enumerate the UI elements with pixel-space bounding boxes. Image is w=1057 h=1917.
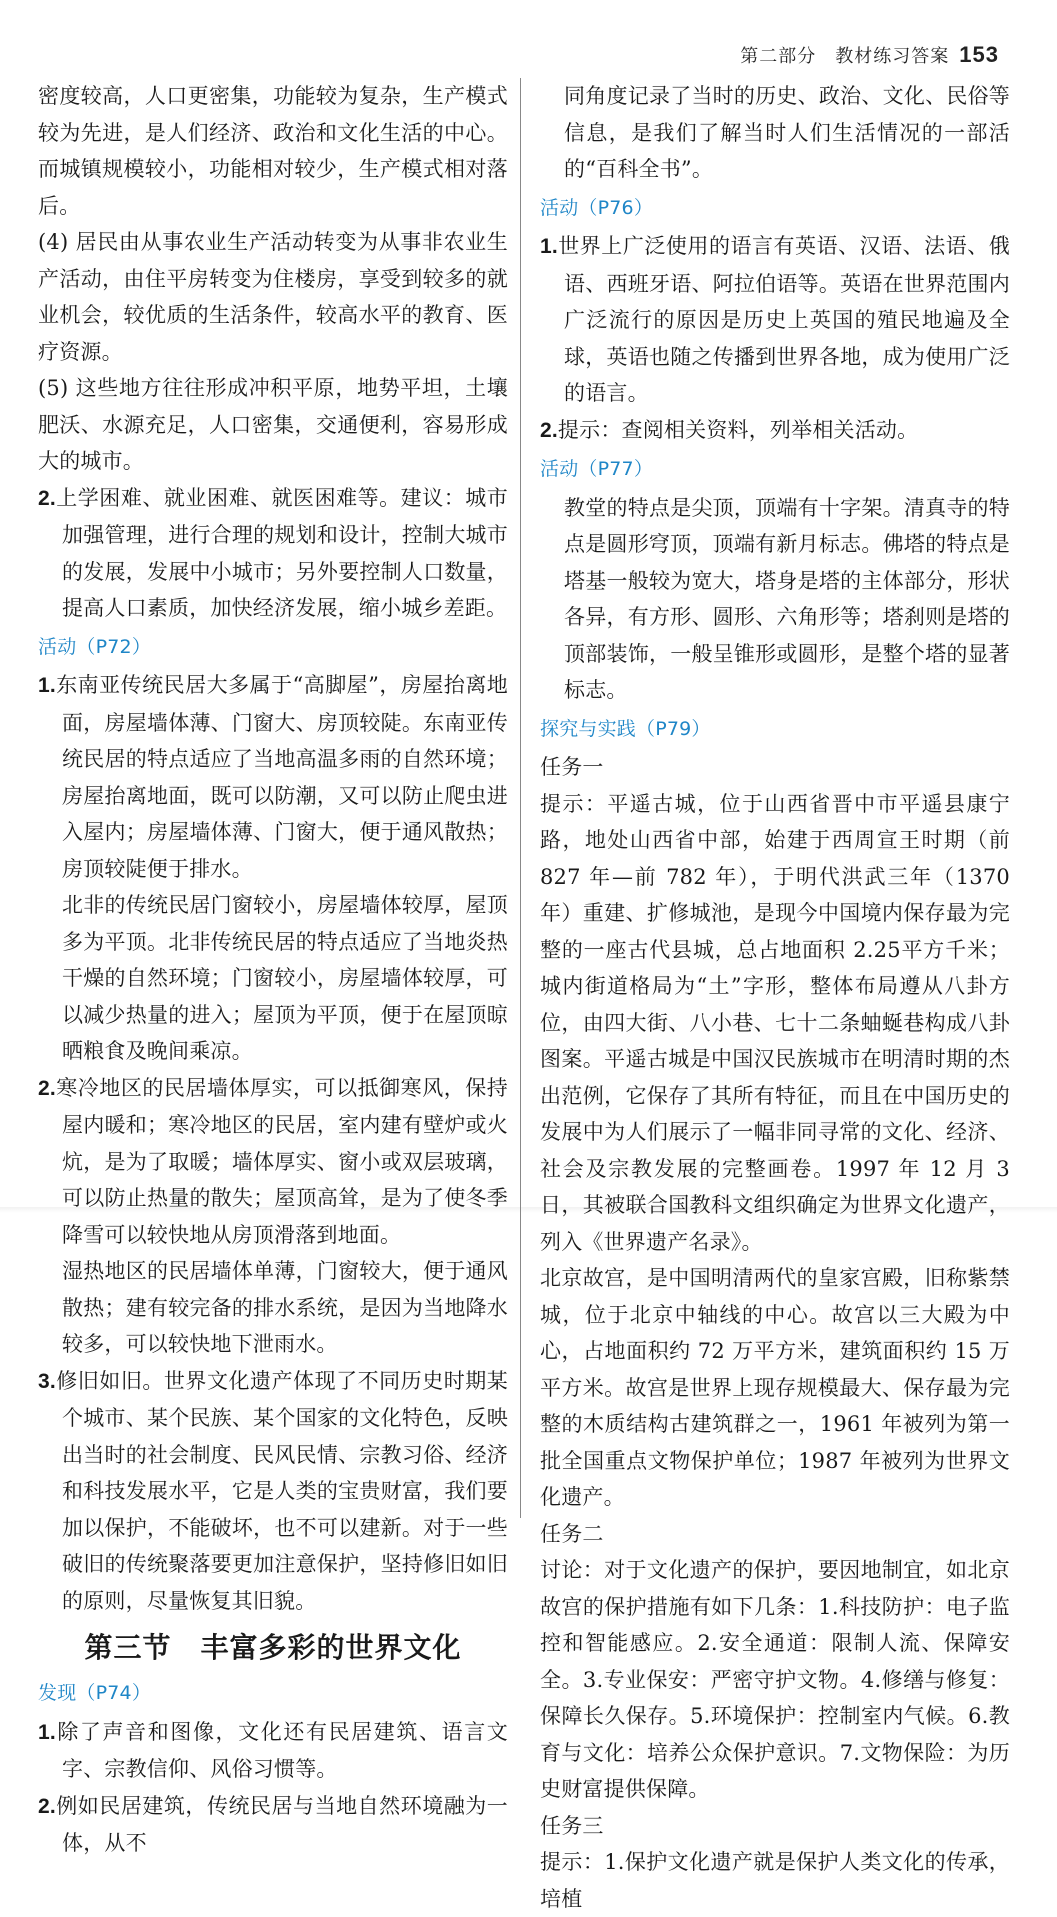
numbered-item — [38, 1788, 508, 1862]
header-text — [740, 42, 999, 68]
paragraph: 提示：平遥古城，位于山西省晋中市平遥县康宁路，地处山西省中部，始建于西周宣王时期（前 827 年—前 782 年），于明代洪武三年（1370 年）重建、扩修城池，是现今中国境内保存最为完整的一座古代县城，总占地面积 2.25平方千米；城内街道格局为“土”字形，整体布局遵从八卦方位，由四大街、八小巷、七十二条蚰蜒巷构成八卦图案。平遥古城是中国汉民族城市在明清时期的杰出范例，它保存了其所有特征，而且在中国历史的发展中为人们展示了一幅非同寻常的文化、经济、社会及宗教发展的完整画卷。1997 年 12 月 3 日，其被联合国教科文组织确定为世界文化遗产，列入《世界遗产名录》。 — [540, 791, 1010, 1254]
item-text: 寒冷地区的民居墙体厚实，可以抵御寒风，保持屋内暖和；寒冷地区的民居，室内建有壁炉或火炕，是为了取暖；墙体厚实、窗小或双层玻璃，可以防止热量的散失；屋顶高耸，是为了使冬季降雪可以较快地从房顶滑落到地面。 — [55, 1075, 508, 1247]
paragraph: 教堂的特点是尖顶，顶端有十字架。清真寺的特点是圆形穹顶，顶端有新月标志。佛塔的特点是塔基一般较为宽大，塔身是塔的主体部分，形状各异，有方形、圆形、六角形等；塔刹则是塔的顶部装饰，一般呈锥形或圆形，是整个塔的显著标志。 — [564, 495, 1010, 702]
numbered-item — [38, 480, 508, 627]
paragraph: 提示：1.保护文化遗产就是保护人类文化的传承，培植 — [540, 1850, 1010, 1911]
paragraph: (5) 这些地方往往形成冲积平原，地势平坦，土壤肥沃、水源充足，人口密集，交通便利，容易形成大的城市。 — [38, 376, 508, 473]
paragraph: 同角度记录了当时的历史、政治、文化、民俗等信息，是我们了解当时人们生活情况的一部活的“百科全书”。 — [564, 84, 1010, 181]
item-number: 2. — [38, 1794, 56, 1818]
item-text: 提示：查阅相关资料，列举相关活动。 — [557, 417, 919, 442]
numbered-item — [38, 1714, 508, 1788]
paragraph: 密度较高，人口更密集，功能较为复杂，生产模式较为先进，是人们经济、政治和文化生活的中心。而城镇规模较小，功能相对较少，生产模式相对落后。 — [38, 84, 508, 218]
page-header — [0, 0, 1057, 80]
section-label-p72: 活动（P72） — [38, 635, 152, 658]
paragraph: (4) 居民由从事农业生产活动转变为从事非农业生产活动，由住平房转变为住楼房，享受到较多的就业机会，较优质的生活条件，较高水平的教育、医疗资源。 — [38, 230, 508, 364]
page-number: 153 — [959, 42, 999, 67]
task-heading: 任务三 — [540, 1813, 604, 1838]
item-number: 1. — [38, 1720, 56, 1744]
section-label-p76: 活动（P76） — [540, 196, 654, 219]
numbered-item — [540, 228, 1010, 412]
item-number: 2. — [38, 486, 56, 510]
paragraph: 北非的传统民居门窗较小，房屋墙体较厚，屋顶多为平顶。北非传统民居的特点适应了当地炎热干燥的自然环境；门窗较小，房屋墙体较厚，可以减少热量的进入；屋顶为平顶，便于在屋顶晾晒粮食及晚间乘凉。 — [62, 893, 508, 1063]
item-text: 上学困难、就业困难、就医困难等。建议：城市加强管理，进行合理的规划和设计，控制大城市的发展，发展中小城市；另外要控制人口数量，提高人口素质，加快经济发展，缩小城乡差距。 — [55, 485, 508, 620]
section-label-p79: 探究与实践（P79） — [540, 717, 711, 740]
item-text: 修旧如旧。世界文化遗产体现了不同历史时期某个城市、某个民族、某个国家的文化特色，反映出当时的社会制度、民风民情、宗教习俗、经济和科技发展水平，它是人类的宝贵财富，我们要加以保护，不能破坏，也不可以建新。对于一些破旧的传统聚落要更加注意保护，坚持修旧如旧的原则，尽量恢复其旧貌。 — [55, 1368, 508, 1613]
section-label-p77: 活动（P77） — [540, 458, 654, 480]
numbered-item — [38, 667, 508, 887]
numbered-item — [38, 1363, 508, 1620]
item-text: 东南亚传统民居大多属于“高脚屋”，房屋抬离地面，房屋墙体薄、门窗大、房顶较陡。东南亚传统民居的特点适应了当地高温多雨的自然环境；房屋抬离地面，既可以防潮，又可以防止爬虫进入屋内；房屋墙体薄、门窗大，便于通风散热；房顶较陡便于排水。 — [55, 673, 508, 881]
section-title: 第三节 丰富多彩的世界文化 — [84, 1631, 462, 1664]
item-number: 1. — [38, 674, 56, 697]
paragraph: 湿热地区的民居墙体单薄，门窗较大，便于通风散热；建有较完备的排水系统，是因为当地降水较多，可以较快地下泄雨水。 — [62, 1259, 508, 1356]
paragraph: 讨论：对于文化遗产的保护，要因地制宜，如北京故宫的保护措施有如下几条：1.科技防护：电子监控和智能感应。2.安全通道：限制人流、保障安全。3.专业保安：严密守护文物。4.修缮与修复：保障长久保存。5.环境保护：控制室内气候。6.教育与文化：培养公众保护意识。7.文物保险：为历史财富提供保障。 — [540, 1558, 1010, 1801]
item-text: 除了声音和图像，文化还有民居建筑、语言文字、宗教信仰、风俗习惯等。 — [55, 1719, 508, 1781]
numbered-item — [38, 1070, 508, 1254]
item-number: 1. — [540, 235, 558, 258]
item-number: 3. — [38, 1369, 56, 1393]
task-heading: 任务二 — [540, 1521, 604, 1546]
item-number: 2. — [540, 418, 558, 442]
item-text: 例如民居建筑，传统民居与当地自然环境融为一体，从不 — [55, 1793, 508, 1855]
item-number: 2. — [38, 1076, 56, 1100]
task-heading: 任务一 — [540, 755, 604, 779]
right-column — [540, 78, 1010, 1917]
numbered-item — [540, 412, 1010, 450]
column-divider — [520, 78, 521, 1518]
paragraph: 北京故宫，是中国明清两代的皇家宫殿，旧称紫禁城，位于北京中轴线的中心。故宫以三大殿为中心，占地面积约 72 万平方米，建筑面积约 15 万平方米。故宫是世界上现存规模最大、保存最为完整的木质结构古建筑群之一，1961 年被列为第一批全国重点文物保护单位；1987 年被列为世界文化遗产。 — [540, 1266, 1010, 1509]
header-title: 第二部分 教材练习答案 — [740, 46, 950, 67]
left-column — [38, 78, 508, 1862]
item-text: 世界上广泛使用的语言有英语、汉语、法语、俄语、西班牙语、阿拉伯语等。英语在世界范围内广泛流行的原因是历史上英国的殖民地遍及全球，英语也随之传播到世界各地，成为使用广泛的语言。 — [557, 234, 1010, 405]
section-label-p74: 发现（P74） — [38, 1682, 152, 1704]
